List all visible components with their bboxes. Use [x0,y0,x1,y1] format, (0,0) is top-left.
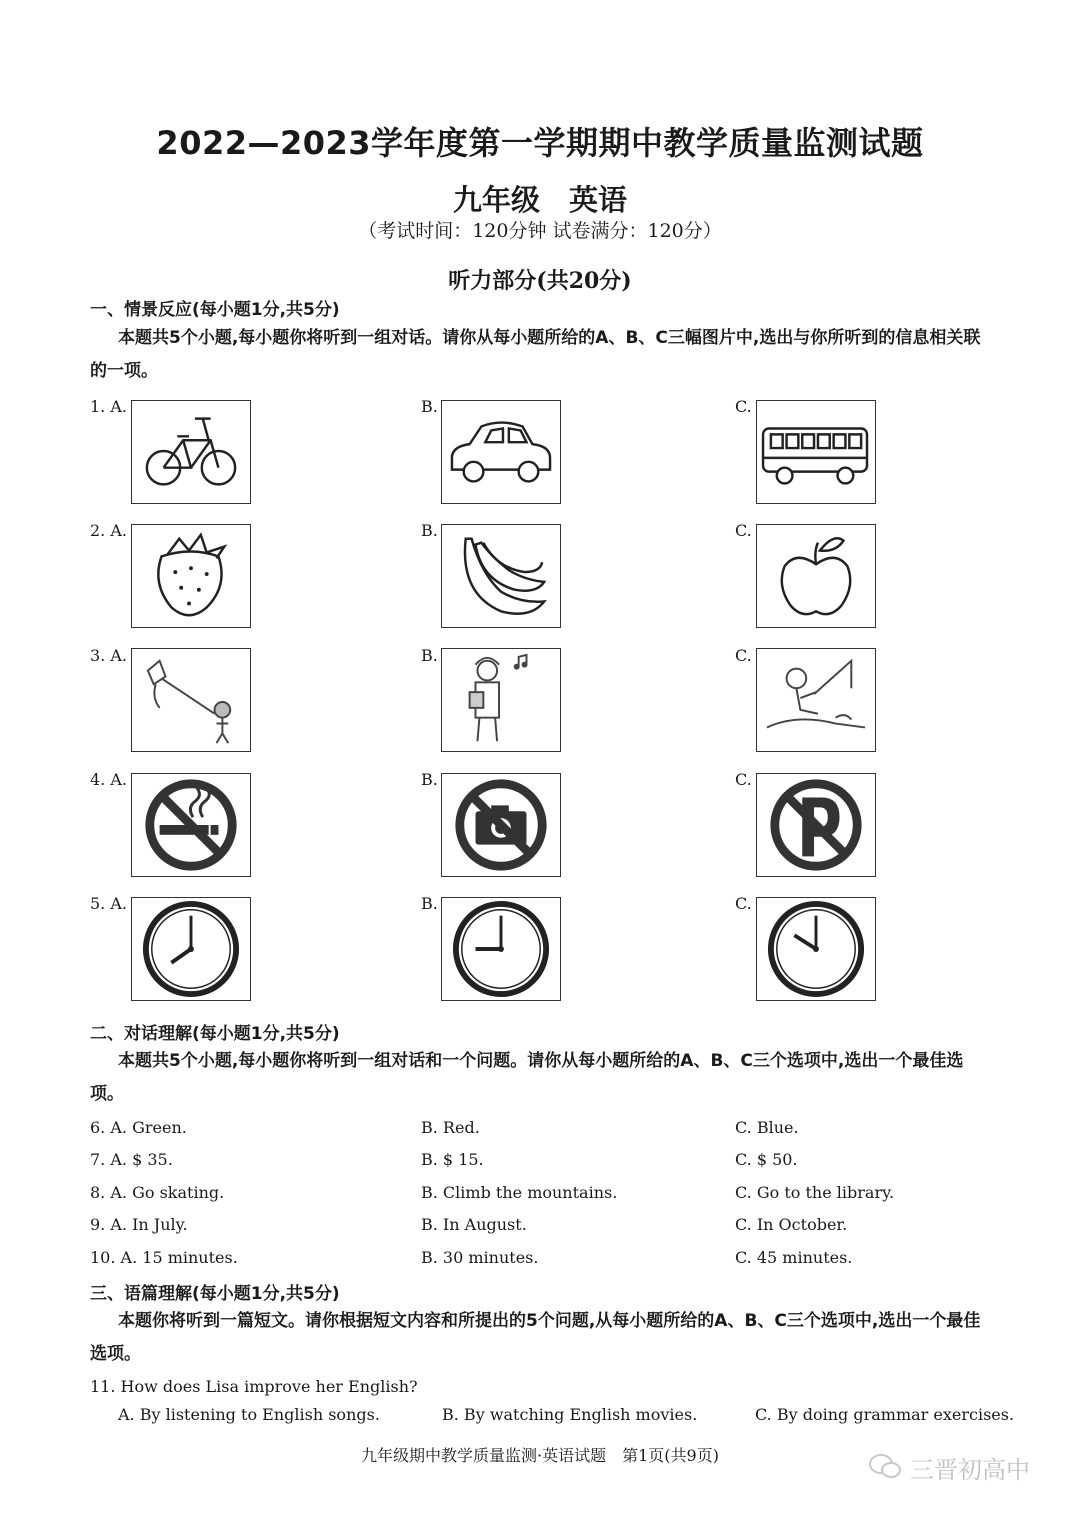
section1-heading: 一、情景反应(每小题1分,共5分) [90,300,340,320]
q10-option-b: B. 30 minutes. [421,1248,539,1267]
q11-option-b: B. By watching English movies. [442,1405,698,1424]
q6-option-c: C. Blue. [735,1118,799,1137]
no-smoking-icon [131,773,251,877]
q10-option-c: C. 45 minutes. [735,1248,853,1267]
apple-icon [756,524,876,628]
q4-b-label: B. [421,770,438,789]
q4-c-label: C. [735,770,752,789]
exam-info: （考试时间：120分钟 试卷满分：120分） [358,220,722,242]
car-icon [441,400,561,504]
q7-option-a: 7. A. $ 35. [90,1150,173,1169]
q3-a-label: 3. A. [90,646,127,665]
q8-option-b: B. Climb the mountains. [421,1183,618,1202]
q5-c-label: C. [735,894,752,913]
q2-b-label: B. [421,521,438,540]
no-parking-icon [756,773,876,877]
section3-heading: 三、语篇理解(每小题1分,共5分) [90,1284,340,1304]
q7-option-b: B. $ 15. [421,1150,484,1169]
section2-heading: 二、对话理解(每小题1分,共5分) [90,1024,340,1044]
q4-a-label: 4. A. [90,770,127,789]
q8-option-a: 8. A. Go skating. [90,1183,225,1202]
boy-fishing-icon [756,648,876,752]
page-title: 2022—2023学年度第一学期期中教学质量监测试题 [156,124,924,162]
q1-b-label: B. [421,397,438,416]
q9-option-c: C. In October. [735,1215,848,1234]
q5-a-label: 5. A. [90,894,127,913]
q2-c-label: C. [735,521,752,540]
page-footer: 九年级期中教学质量监测·英语试题 第1页(共9页) [361,1446,719,1465]
q5-b-label: B. [421,894,438,913]
q11-option-c: C. By doing grammar exercises. [755,1405,1015,1424]
page-subtitle: 九年级 英语 [452,183,627,217]
section1-instruction: 本题共5个小题,每小题你将听到一组对话。请你从每小题所给的A、B、C三幅图片中,选出与你所听到的信息相关联的一项。 [90,328,981,381]
q11-question: 11. How does Lisa improve her English? [90,1377,418,1396]
q11-option-a: A. By listening to English songs. [118,1405,380,1424]
q7-option-c: C. $ 50. [735,1150,798,1169]
clock-8-icon [131,897,251,1001]
section3-instruction: 本题你将听到一篇短文。请你根据短文内容和所提出的5个问题,从每小题所给的A、B、C三个选项中,选出一个最佳选项。 [90,1311,981,1364]
q9-option-a: 9. A. In July. [90,1215,188,1234]
section2-instruction: 本题共5个小题,每小题你将听到一组对话和一个问题。请你从每小题所给的A、B、C三个选项中,选出一个最佳选项。 [90,1051,964,1104]
q6-option-b: B. Red. [421,1118,480,1137]
q9-option-b: B. In August. [421,1215,527,1234]
q3-c-label: C. [735,646,752,665]
clock-10-icon [756,897,876,1001]
watermark-text: 三晋初高中 [910,1456,1030,1484]
q3-b-label: B. [421,646,438,665]
clock-9-icon [441,897,561,1001]
bus-icon [756,400,876,504]
q1-a-label: 1. A. [90,397,127,416]
part-title: 听力部分(共20分) [448,268,632,294]
boy-singing-icon [441,648,561,752]
strawberry-icon [131,524,251,628]
bicycle-icon [131,400,251,504]
q1-c-label: C. [735,397,752,416]
banana-icon [441,524,561,628]
no-photos-icon [441,773,561,877]
q10-option-a: 10. A. 15 minutes. [90,1248,238,1267]
kite-flying-icon [131,648,251,752]
q6-option-a: 6. A. Green. [90,1118,187,1137]
q8-option-c: C. Go to the library. [735,1183,895,1202]
wechat-icon [868,1452,902,1480]
q2-a-label: 2. A. [90,521,127,540]
